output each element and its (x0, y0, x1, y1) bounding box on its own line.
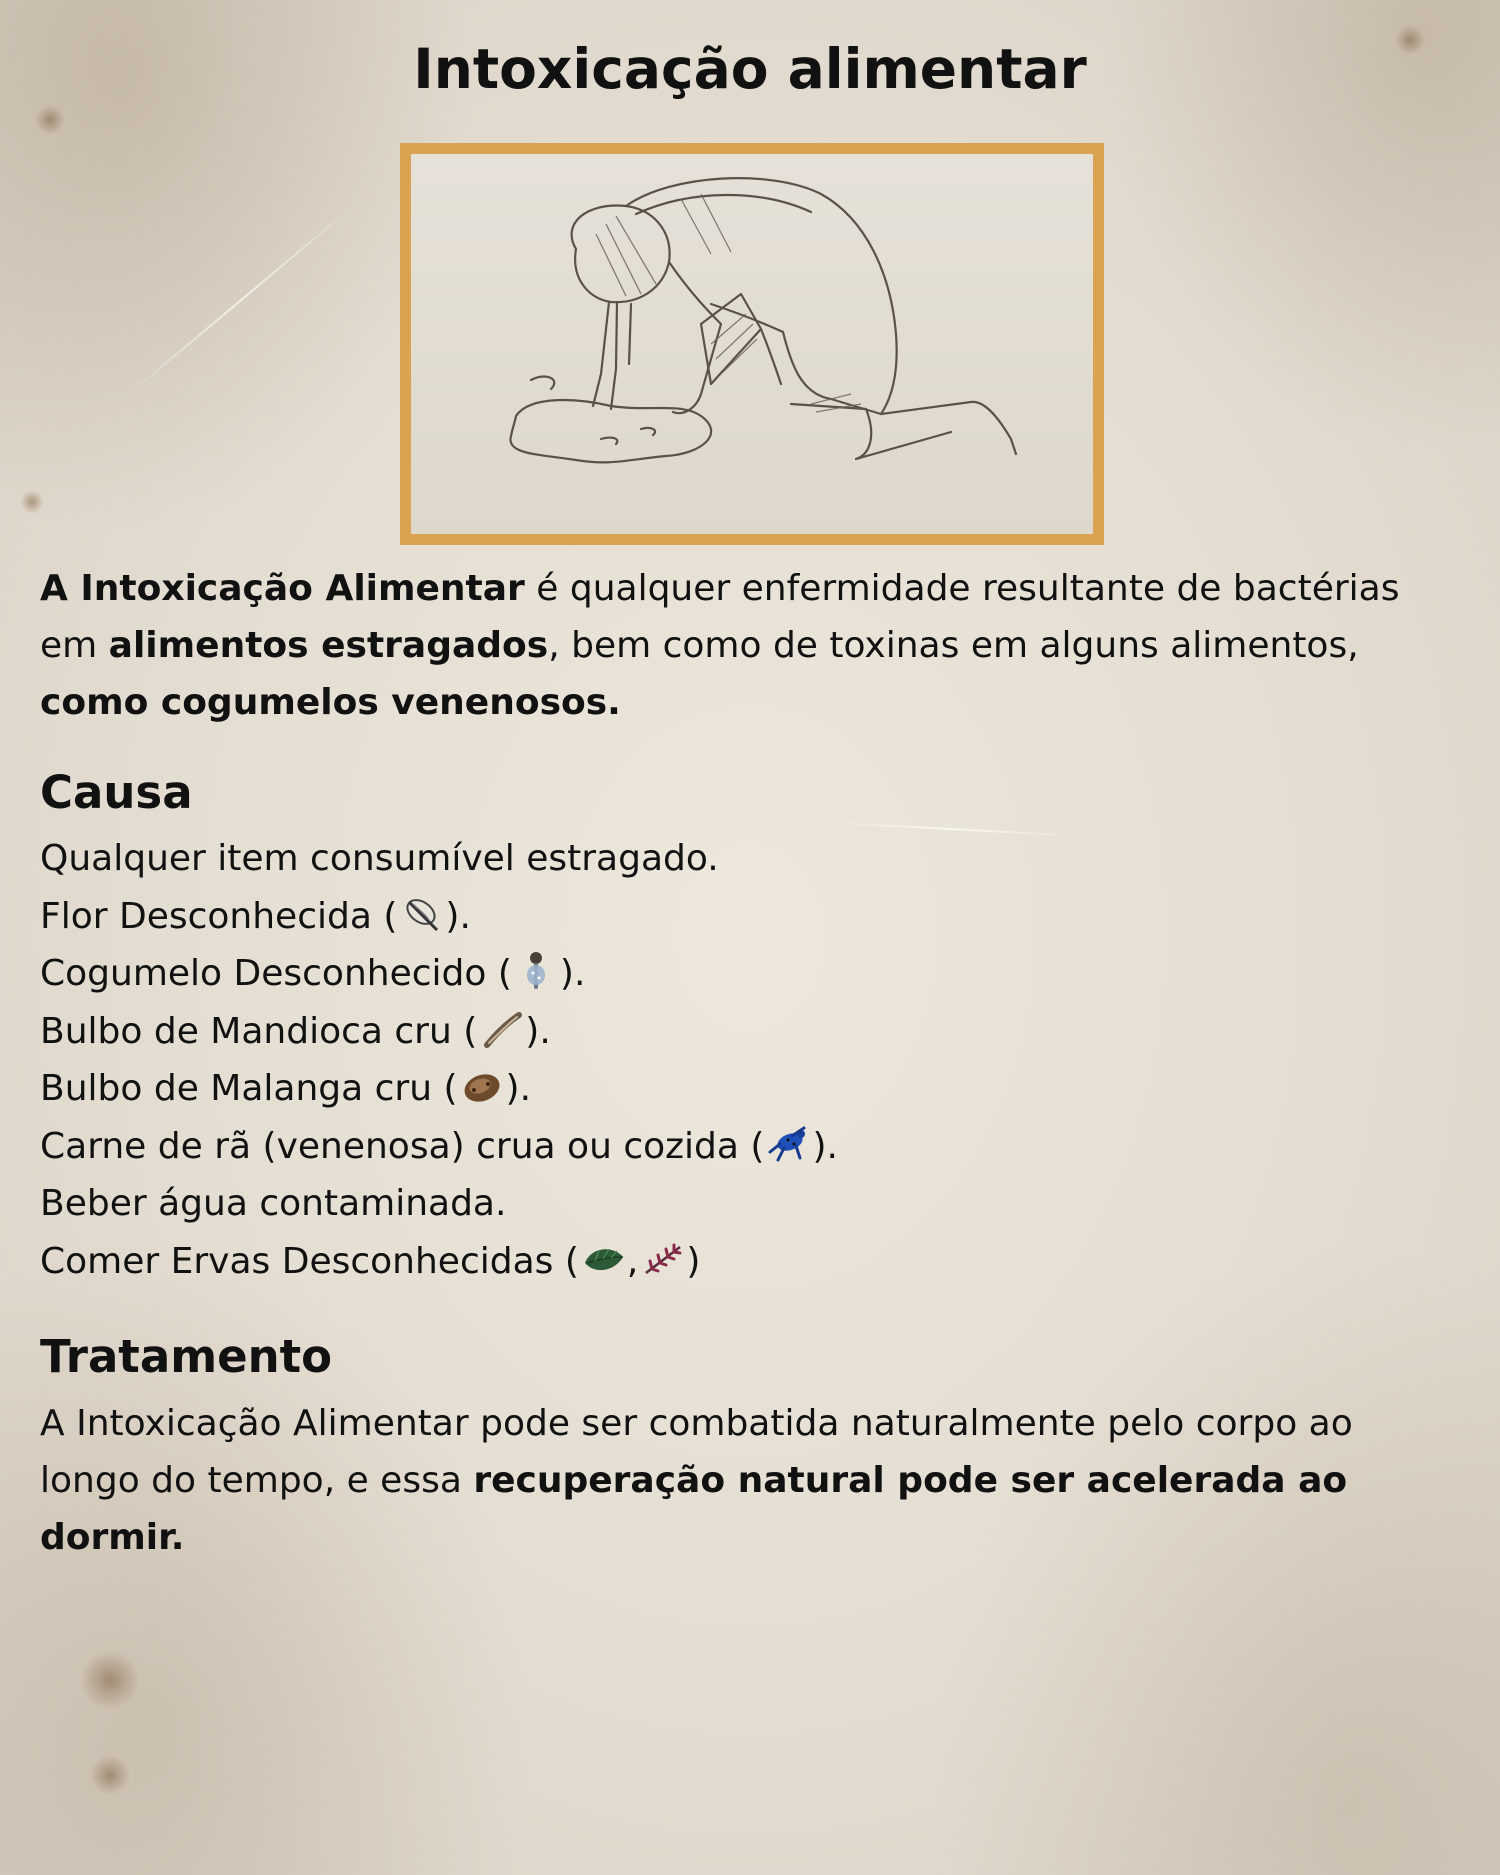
list-item (40, 830, 838, 888)
page-title: Intoxicação alimentar (413, 37, 1087, 101)
cause-list (40, 830, 838, 1290)
malanga-icon (460, 1064, 504, 1108)
mushroom-icon (514, 949, 558, 993)
list-item-separator: , (626, 1240, 639, 1282)
list-item-text: ). (525, 1010, 551, 1052)
intro-paragraph (40, 560, 1460, 731)
document-page (40, 0, 1460, 1558)
paper-stain (80, 1650, 140, 1710)
section-heading-treatment: Tratamento (40, 1330, 333, 1383)
poison-frog-icon (766, 1122, 810, 1166)
list-item-text: Bulbo de Malanga cru ( (40, 1068, 458, 1109)
intro-text: é qualquer enfermidade resultante de bactérias em (40, 568, 1400, 666)
list-item-text: Cogumelo Desconhecido ( (40, 953, 512, 994)
paper-stain (20, 490, 44, 514)
list-item-text: Qualquer item consumível estragado. (40, 838, 719, 879)
cassava-icon (479, 1007, 523, 1051)
list-item-text: ) (686, 1240, 701, 1282)
list-item-text: Flor Desconhecida ( (40, 895, 398, 937)
list-item (40, 1060, 838, 1118)
paper-stain (35, 105, 65, 135)
list-item-text: ). (445, 895, 471, 937)
list-item-text: Bulbo de Mandioca cru ( (40, 1010, 478, 1052)
list-item-text: ). (505, 1068, 532, 1109)
list-item-text: Beber água contaminada. (40, 1183, 507, 1224)
list-item (40, 1233, 838, 1291)
list-item (40, 1118, 838, 1176)
paper-crease (820, 821, 1080, 837)
list-item-text: ). (559, 953, 586, 994)
paper-crease (124, 204, 355, 398)
sick-person-sketch (411, 154, 1093, 534)
flower-icon (399, 892, 443, 936)
list-item (40, 888, 838, 946)
treatment-emphasis: recuperação natural pode ser acelerada ao dormir. (40, 1460, 1348, 1558)
list-item (40, 945, 838, 1003)
list-item-text: ). (812, 1125, 838, 1167)
intro-emphasis: como cogumelos venenosos. (40, 682, 621, 723)
treatment-paragraph (40, 1395, 1460, 1566)
list-item-text: Comer Ervas Desconhecidas ( (40, 1240, 579, 1282)
list-item (40, 1003, 838, 1061)
leaf-herb-icon (581, 1237, 625, 1281)
red-herb-icon (640, 1237, 684, 1281)
treatment-text: A Intoxicação Alimentar pode ser combatida naturalmente pelo corpo ao longo do tempo, e essa (40, 1403, 1353, 1501)
intro-emphasis: alimentos estragados (108, 625, 549, 666)
list-item-text: Carne de rã (venenosa) crua ou cozida ( (40, 1125, 765, 1167)
illustration-frame (400, 143, 1104, 545)
list-item (40, 1175, 838, 1233)
intro-term: A Intoxicação Alimentar (40, 568, 525, 609)
section-heading-cause: Causa (40, 766, 193, 819)
paper-stain (90, 1755, 130, 1795)
intro-text: , bem como de toxinas em alguns alimentos, (548, 625, 1359, 666)
